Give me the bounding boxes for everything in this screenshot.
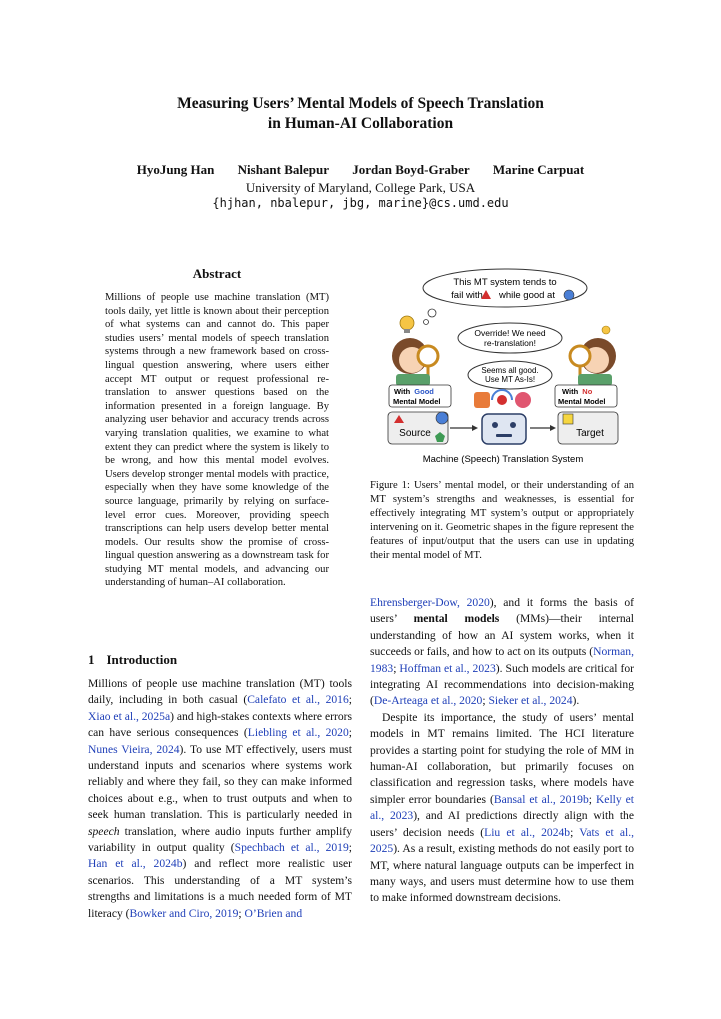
citation-link[interactable]: Sieker et al., 2024	[488, 694, 573, 708]
good-text-1: Seems all good.	[481, 366, 539, 375]
text-run: ), and it forms the basis of users’	[370, 596, 634, 626]
override-text-2: re-translation!	[484, 338, 536, 348]
affiliation: University of Maryland, College Park, USA	[245, 180, 476, 195]
section-title: Introduction	[106, 652, 178, 667]
citation-link[interactable]: Han et al., 2024b	[88, 857, 183, 871]
label-good-with: With	[394, 387, 411, 396]
label-good-mm: Mental Model	[393, 397, 441, 406]
citation-link[interactable]: Ehrensberger-Dow, 2020	[370, 596, 490, 609]
svg-text:With No	[562, 387, 593, 396]
robot-signal-icon	[492, 390, 512, 405]
thought-bubble	[423, 269, 587, 325]
emphasis: speech	[88, 824, 120, 838]
circle-icon	[564, 290, 574, 300]
label-no-word: No	[582, 387, 593, 396]
arrow-in-head	[472, 425, 478, 431]
thought-text-1: This MT system tends to	[453, 277, 557, 288]
intro-paragraph-1	[88, 676, 352, 922]
label-good-word: Good	[414, 387, 434, 396]
robot-icon	[482, 414, 526, 444]
intro-paragraph-1-cont	[370, 595, 634, 710]
bold-term: mental models	[413, 612, 500, 626]
arrow-out-head	[550, 425, 556, 431]
text-run: translation, where audio inputs further amplify variability in output quality (	[88, 824, 352, 855]
label-good-mental-model	[389, 385, 451, 407]
intro-paragraph-2	[370, 710, 634, 907]
text-run: ;	[348, 693, 352, 707]
citation-link[interactable]: O’Brien and	[244, 906, 303, 920]
text-run: ;	[570, 825, 580, 839]
citation-link[interactable]: Calefato et al., 2016	[247, 693, 349, 707]
target-square-icon	[563, 414, 573, 424]
lightbulb-icon	[400, 316, 414, 333]
thought-text-2b: while good at	[499, 290, 555, 301]
text-run: ). Such models are critical for integrating AI recommendations into decision-making (	[370, 661, 634, 708]
text-run: ).	[572, 694, 580, 708]
figure-1	[380, 268, 630, 468]
author-emails: {hjhan, nbalepur, jbg, marine}@cs.umd.edu	[212, 196, 509, 210]
text-run: Despite its importance, the study of users’ mental models in MT remains limited. The HCI literature provides a starting point for studying the role of MM in human-AI collaboration, but primarily focuses on classification and regression tasks, where models have simpler error boundaries (	[370, 710, 634, 806]
text-run: ;	[393, 661, 400, 675]
section-number: 1	[88, 652, 95, 667]
target-label: Target	[576, 428, 604, 439]
translate-icon	[474, 392, 490, 408]
text-run: ;	[588, 792, 596, 806]
text-run: (MMs)—their internal understanding of how an AI system works, when it succeeds or fails, and how to act on its outputs (	[370, 612, 634, 659]
system-label: Machine (Speech) Translation System	[422, 454, 584, 465]
text-run: ;	[348, 841, 352, 855]
abstract-text: Millions of people use machine translation (MT) tools daily, yet little is known about their perception of what systems can and cannot do. This paper studies users’ mental models of speech translation systems through a new framework based on cross-lingual question answering, where users either accept MT output or request professional re-translation to answer questions based on the information presented in a foreign language. By analyzing user behavior and accuracy trends across varying translation qualities, we examine to what extent they can predict where the system is likely to be wrong, and how this mental model evolves. Users develop stronger mental models with practice, especially when they have some knowledge of the source language, primarily by relying on surface-level error cues. Moreover, providing speech transcriptions can help users develop better mental models. Our results show the promise of cross-lingual question answering as a downstream task for studying MT mental models, and advancing our understanding of human–AI collaboration.	[105, 292, 329, 589]
svg-text:With Good	[394, 387, 434, 396]
title-line-1: Measuring Users’ Mental Models of Speech Translation	[177, 95, 544, 112]
figure-caption: Figure 1: Users’ mental model, or their understanding of an MT system’s strengths and weaknesses, is essential for effectively integrating MT system’s output or appropriately intervening on it. Geometric shapes in the figure represent the features of input/output that the users can use in updating their mental model of MT.	[370, 480, 634, 561]
user-no-mental-model	[570, 338, 616, 386]
section-heading	[88, 652, 177, 668]
speech-bubble-good	[468, 361, 552, 389]
text-run: ), and AI predictions directly align with the users’ decision needs (	[370, 809, 634, 839]
citation-link[interactable]: Norman, 1983	[370, 645, 634, 675]
citation-link[interactable]: Bansal et al., 2019b	[493, 792, 589, 806]
text-run: ) and high-stakes contexts where errors can have serious consequences (	[88, 709, 353, 740]
citation-link[interactable]: Liebling et al., 2020	[247, 726, 349, 740]
text-run: ). To use MT effectively, users must understand inputs and scenarios where systems work reliably and where they fail, so they can make informed choices about e.g., when to trust outputs and when to seek human translation. This is particularly needed in	[88, 742, 352, 822]
author-3: Jordan Boyd-Graber	[352, 162, 470, 177]
override-text-1: Override! We need	[474, 328, 546, 338]
text-run: ;	[238, 906, 245, 920]
author-1: HyoJung Han	[136, 162, 215, 177]
author-2: Nishant Balepur	[237, 162, 330, 177]
intro-right-column	[370, 595, 634, 907]
citation-link[interactable]: Bowker and Ciro, 2019	[129, 906, 239, 920]
label-no-with: With	[562, 387, 579, 396]
text-run: ) and reflect more realistic user scenarios. This understanding of a MT system’s strengths and limitations is a much needed form of MT literacy (	[88, 857, 353, 920]
speech-bubble-override	[458, 323, 562, 353]
text-run: Millions of people use machine translation (MT) tools daily, including in both casual (	[88, 677, 352, 707]
abstract-heading: Abstract	[192, 266, 242, 281]
paper-title	[0, 94, 721, 134]
letter-a-icon	[515, 392, 531, 408]
lightbulb-small-icon	[602, 326, 610, 334]
text-run: ;	[482, 694, 489, 708]
citation-link[interactable]: Spechbach et al., 2019	[234, 841, 349, 855]
label-no-mm: Mental Model	[558, 397, 606, 406]
thought-text-2a: fail with	[451, 290, 483, 301]
good-text-2: Use MT As-Is!	[484, 375, 536, 384]
citation-link[interactable]: Hoffman et al., 2023	[399, 661, 496, 675]
author-list	[0, 162, 721, 178]
citation-link[interactable]: Kelly et al., 2023	[370, 792, 635, 823]
citation-link[interactable]: De-Arteaga et al., 2020	[373, 694, 483, 708]
label-no-mental-model	[555, 385, 617, 407]
text-run: ). As a result, existing methods do not easily port to MT, where natural language outputs can be imperfect in many ways, and users must determine how to use them to make informed downstream decisions.	[370, 842, 634, 905]
citation-link[interactable]: Nunes Vieira, 2024	[88, 742, 180, 756]
source-circle-icon	[436, 412, 448, 424]
citation-link[interactable]: Liu et al., 2024b	[484, 825, 571, 839]
source-box	[388, 412, 448, 444]
source-label: Source	[399, 428, 431, 439]
citation-link[interactable]: Xiao et al., 2025a	[88, 709, 171, 723]
intro-left-column	[88, 676, 352, 922]
title-line-2: in Human-AI Collaboration	[267, 115, 454, 132]
author-4: Marine Carpuat	[492, 162, 585, 177]
user-good-mental-model	[392, 338, 438, 386]
text-run: ;	[348, 726, 353, 740]
target-box	[558, 412, 618, 444]
citation-link[interactable]: Vats et al., 2025	[370, 825, 634, 856]
